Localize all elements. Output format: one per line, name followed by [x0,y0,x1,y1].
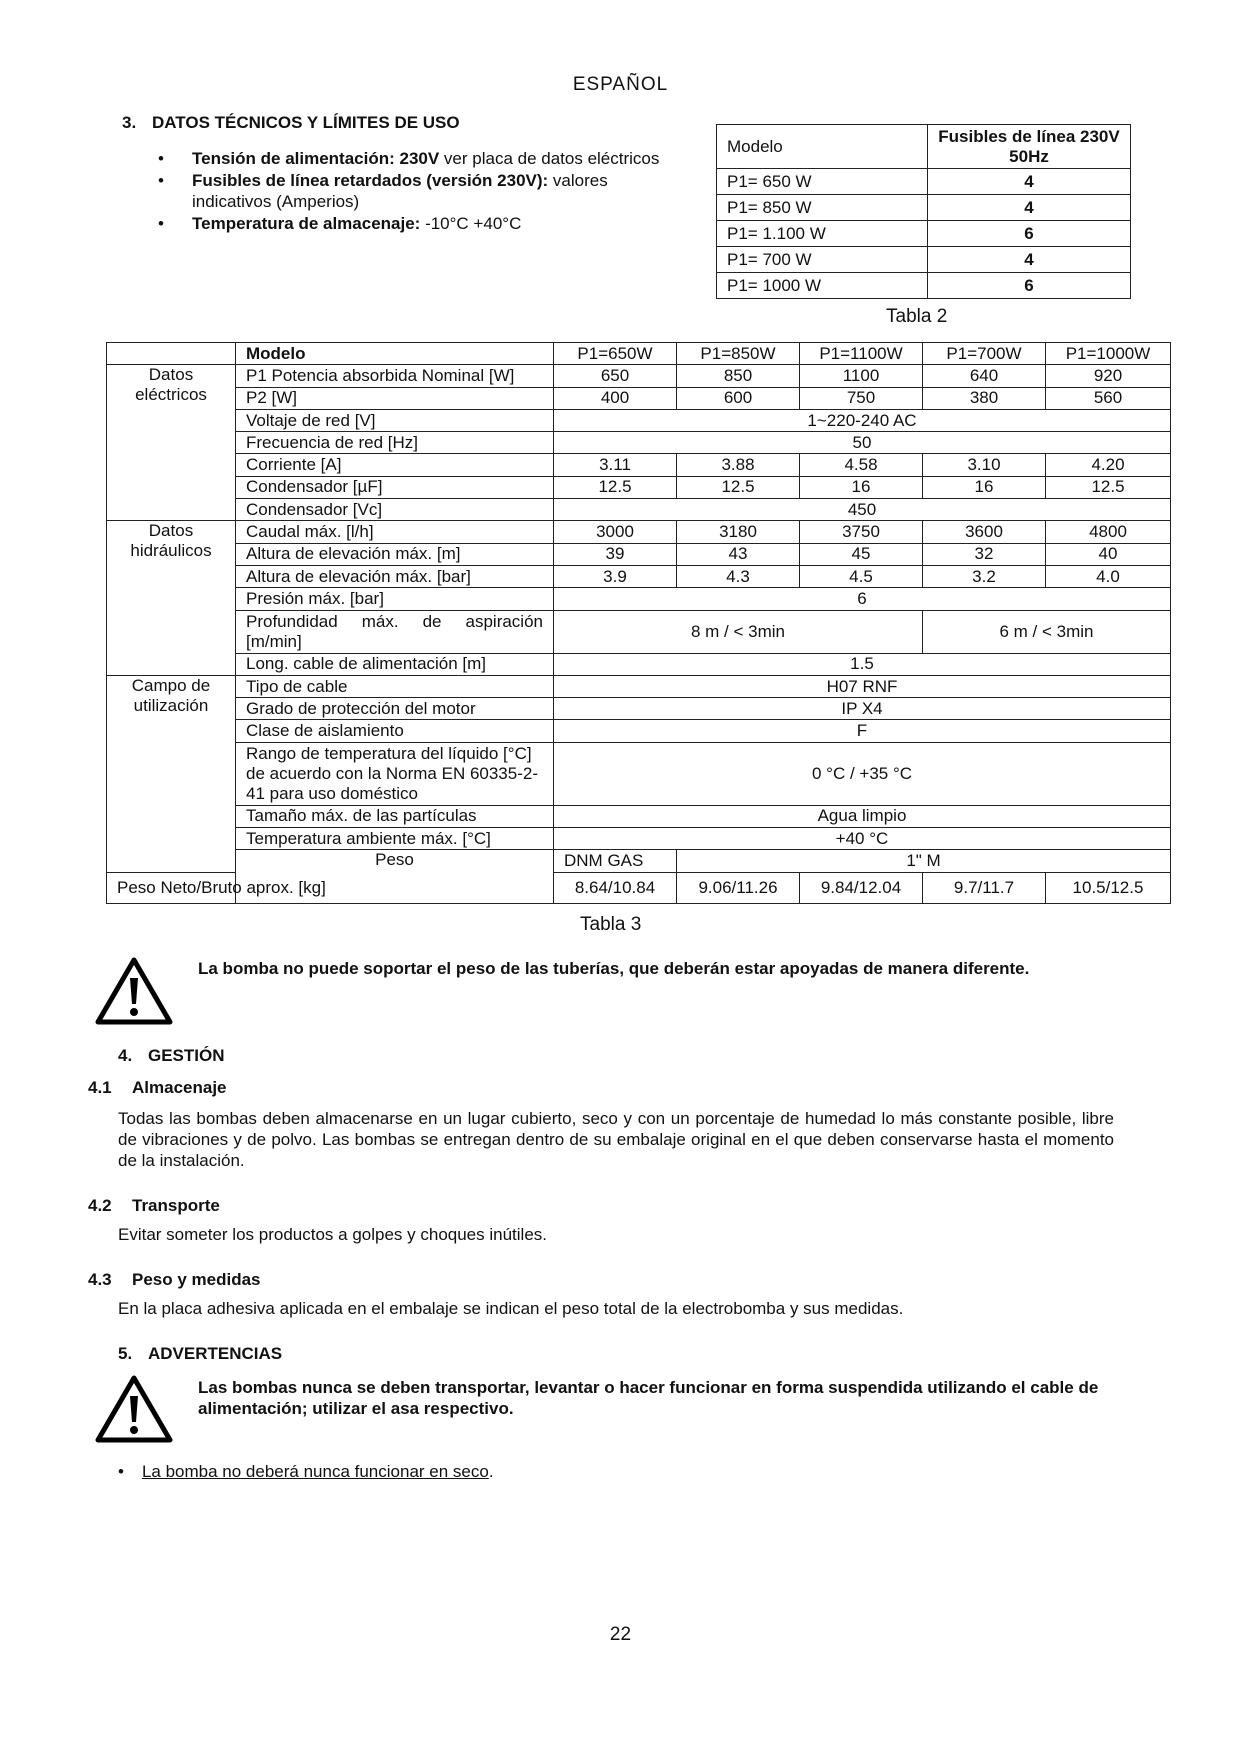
table-cell: 3.11 [554,454,677,476]
list-item [158,148,678,169]
row-label: Profundidad máx. de aspiración [m/min] [236,610,554,653]
table-cell: 750 [800,387,923,409]
subsection-number: 4.1 [88,1078,112,1097]
page-header: ESPAÑOL [572,74,669,95]
table-cell: Agua limpio [554,805,1171,827]
spec-bullet-list [158,148,678,235]
group-usage: Campo de utilización [107,675,236,872]
subsection-title: Peso y medidas [132,1270,261,1289]
table-row [107,565,1171,587]
bullet-text: ver placa de datos eléctricos [439,149,660,168]
row-label: Rango de temperatura del líquido [°C] de acuerdo con la Norma EN 60335-2-41 para uso doméstico [236,742,554,805]
table-cell: 4.0 [1046,565,1171,587]
table-cell: 12.5 [677,476,800,498]
model-cell: P1=700W [923,343,1046,365]
table-row [107,521,1171,543]
table-cell: 43 [677,543,800,565]
table-cell: 4 [928,195,1131,221]
bullet-bold: Fusibles de línea retardados (versión 230V): [192,171,549,190]
table-cell: 39 [554,543,677,565]
list-item [118,1462,494,1482]
row-label: Corriente [A] [236,454,554,476]
table-cell: 400 [554,387,677,409]
table-row [107,499,1171,521]
table-cell: 1~220-240 AC [554,409,1171,431]
table-cell: 4.5 [800,565,923,587]
model-cell: P1=650W [554,343,677,365]
table-row [107,610,1171,653]
table-cell: 450 [554,499,1171,521]
table-row [107,454,1171,476]
table-cell: P1= 850 W [717,195,928,221]
table-cell: H07 RNF [554,675,1171,697]
table-cell: 3.10 [923,454,1046,476]
technical-data-table [106,342,1171,904]
table-cell: 4.20 [1046,454,1171,476]
row-label: Tamaño máx. de las partículas [236,805,554,827]
warning-text: La bomba no puede soportar el peso de las tuberías, que deberán estar apoyadas de manera diferente. [198,959,1030,978]
table-cell: P1= 650 W [717,169,928,195]
row-label: Altura de elevación máx. [bar] [236,565,554,587]
group-hydraulic: Datos hidráulicos [107,521,236,675]
table-cell: 50 [554,432,1171,454]
table-cell: IP X4 [554,698,1171,720]
table-cell: 3.88 [677,454,800,476]
table-cell: +40 °C [554,828,1171,850]
table-cell: 9.06/11.26 [677,872,800,903]
table-row [717,273,1131,299]
table-cell: 40 [1046,543,1171,565]
model-cell: P1=1100W [800,343,923,365]
section-title: GESTIÓN [148,1046,225,1065]
row-label: Voltaje de red [V] [236,409,554,431]
row-label: Altura de elevación máx. [m] [236,543,554,565]
table-row [717,169,1131,195]
subsection-title: Transporte [132,1196,220,1215]
section-4-heading [118,1046,225,1066]
section-3-heading [122,113,460,133]
fuse-table [716,124,1131,299]
bullet-text: -10°C +40°C [420,214,522,233]
table-cell: 4 [928,169,1131,195]
table-cell: 3000 [554,521,677,543]
table-cell: F [554,720,1171,742]
table-3-caption: Tabla 3 [580,914,642,935]
table-cell: 4800 [1046,521,1171,543]
table-row [107,698,1171,720]
table-cell: 8.64/10.84 [554,872,677,903]
paragraph: En la placa adhesiva aplicada en el embalaje se indican el peso total de la electrobomba y sus medidas. [118,1299,904,1318]
row-label: Grado de protección del motor [236,698,554,720]
bullet-text: La bomba no deberá nunca funcionar en seco [141,1462,489,1481]
table-row [107,543,1171,565]
table-cell: 8 m / < 3min [554,610,923,653]
row-label: Presión máx. [bar] [236,588,554,610]
table-cell: 6 [928,273,1131,299]
table-cell: 650 [554,365,677,387]
row-label: Peso Neto/Bruto aprox. [kg] [107,872,236,903]
table-cell: 16 [923,476,1046,498]
subsection-heading [88,1196,220,1216]
table-cell: 6 [928,221,1131,247]
model-cell: P1=850W [677,343,800,365]
table-row [107,476,1171,498]
row-label: Clase de aislamiento [236,720,554,742]
table-cell: 640 [923,365,1046,387]
table-cell: 3750 [800,521,923,543]
section-number: 4. [118,1046,133,1065]
row-label: Caudal máx. [l/h] [236,521,554,543]
table-cell: 9.7/11.7 [923,872,1046,903]
table-cell: 3.2 [923,565,1046,587]
paragraph: Todas las bombas deben almacenarse en un lugar cubierto, seco y con un porcentaje de humedad lo más constante posible, libre de vibraciones y de polvo. Las bombas se entregan dentro de su embalaje original en el que deben conservarse hasta el momento de la instalación. [118,1109,1114,1170]
section-number: 5. [118,1344,133,1363]
paragraph: Evitar someter los productos a golpes y choques inútiles. [118,1225,548,1244]
table-row [107,742,1171,805]
row-label: Tipo de cable [236,675,554,697]
table-cell: 10.5/12.5 [1046,872,1171,903]
header-cell: Fusibles de línea 230V 50Hz [928,125,1131,169]
row-label: P1 Potencia absorbida Nominal [W] [236,365,554,387]
table-row [107,805,1171,827]
table-row [107,653,1171,675]
table-cell: P1= 1.100 W [717,221,928,247]
header-cell: Modelo [717,125,928,169]
table-row [717,247,1131,273]
table-cell: 3600 [923,521,1046,543]
table-cell: 920 [1046,365,1171,387]
row-label: P2 [W] [236,387,554,409]
table-cell: 32 [923,543,1046,565]
row-label: Condensador [Vc] [236,499,554,521]
subsection-heading [88,1270,261,1290]
row-label: Frecuencia de red [Hz] [236,432,554,454]
table-cell: 4.3 [677,565,800,587]
table-cell: 12.5 [1046,476,1171,498]
table-cell: 16 [800,476,923,498]
table-row [107,365,1171,387]
table-row [107,432,1171,454]
table-cell: 9.84/12.04 [800,872,923,903]
table-row [107,850,1171,872]
table-row [107,588,1171,610]
row-label: Condensador [µF] [236,476,554,498]
table-cell: 1.5 [554,653,1171,675]
table-cell: 45 [800,543,923,565]
subsection-number: 4.2 [88,1196,112,1215]
table-cell: P1= 1000 W [717,273,928,299]
bullet-suffix: . [488,1462,494,1481]
warning-triangle-icon [94,956,174,1026]
bullet-bold: Temperatura de almacenaje: [192,214,421,233]
subsection-heading [88,1078,227,1098]
table-row [717,195,1131,221]
table-header-row [107,343,1171,365]
group-weight: Peso [236,850,554,903]
model-cell: P1=1000W [1046,343,1171,365]
table-cell: 12.5 [554,476,677,498]
subsection-number: 4.3 [88,1270,112,1289]
table-row [107,409,1171,431]
table-row [107,387,1171,409]
row-label: Long. cable de alimentación [m] [236,653,554,675]
model-label: Modelo [236,343,554,365]
page-number: 22 [609,1624,632,1645]
bullet-glyph: • [118,1462,124,1481]
table-cell: 1100 [800,365,923,387]
row-label: DNM GAS [554,850,677,872]
empty-cell [107,343,236,365]
table-cell: 3180 [677,521,800,543]
warning-text: Las bombas nunca se deben transportar, levantar o hacer funcionar en forma suspendida utilizando el cable de alimentación; utilizar el asa respectivo. [198,1378,1099,1418]
table-cell: 380 [923,387,1046,409]
warning-triangle-icon [94,1374,174,1444]
section-title: ADVERTENCIAS [148,1344,283,1363]
table-row [107,828,1171,850]
table-cell: 6 [554,588,1171,610]
table-cell: 850 [677,365,800,387]
table-2-caption: Tabla 2 [886,306,948,327]
table-cell: 600 [677,387,800,409]
group-electrical: Datos eléctricos [107,365,236,521]
table-cell: P1= 700 W [717,247,928,273]
table-row [107,720,1171,742]
table-cell: 3.9 [554,565,677,587]
table-row [717,221,1131,247]
row-label: Temperatura ambiente máx. [°C] [236,828,554,850]
table-cell: 4 [928,247,1131,273]
table-header-row [717,125,1131,169]
table-cell: 0 °C / +35 °C [554,742,1171,805]
table-row [107,675,1171,697]
section-5-heading [118,1344,282,1364]
bullet-bold: Tensión de alimentación: 230V [192,149,440,168]
table-cell: 1" M [677,850,1171,872]
list-item [158,170,678,212]
section-title: DATOS TÉCNICOS Y LÍMITES DE USO [152,113,460,132]
list-item [158,213,678,234]
table-cell: 6 m / < 3min [923,610,1171,653]
bullet-text: valores indicativos (Amperios) [192,171,608,211]
subsection-title: Almacenaje [132,1078,227,1097]
table-cell: 560 [1046,387,1171,409]
table-cell: 4.58 [800,454,923,476]
section-number: 3. [122,113,137,132]
